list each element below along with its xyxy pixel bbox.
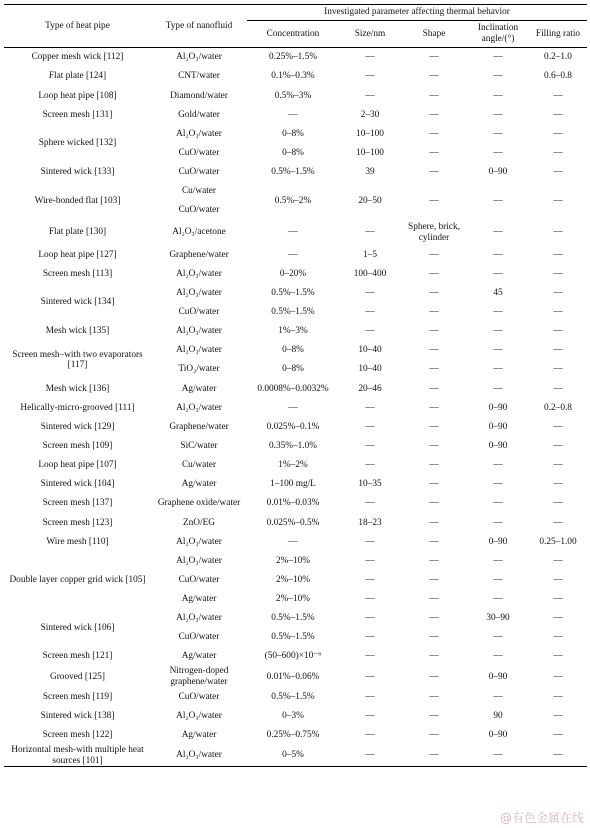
cell-size: — <box>365 574 375 585</box>
cell-shape: — <box>429 383 439 394</box>
cell-size: — <box>365 691 375 702</box>
cell-heat-pipe: Screen mesh [109] <box>42 440 113 451</box>
cell-shape: — <box>429 710 439 721</box>
cell-shape: — <box>429 594 439 605</box>
cell-heat-pipe: Screen mesh [123] <box>42 517 113 528</box>
cell-size: — <box>365 594 375 605</box>
cell-heat-pipe: Sintered wick [129] <box>40 421 115 432</box>
cell-size: — <box>365 71 375 82</box>
cell-concentration: 0.01%–0.06% <box>266 671 320 682</box>
cell-nanofluid: Graphene/water <box>169 249 229 260</box>
cell-heat-pipe: Double layer copper grid wick [105] <box>9 574 146 585</box>
cell-heat-pipe: Wire-bonded flat [103] <box>34 195 121 206</box>
cell-nanofluid: CuO/water <box>178 691 220 702</box>
cell-heat-pipe: Loop heat pipe [108] <box>38 90 117 101</box>
cell-nanofluid: CuO/water <box>178 147 220 158</box>
cell-heat-pipe: Screen mesh [113] <box>42 268 113 279</box>
cell-nanofluid: Al₂O₃/water <box>176 710 222 721</box>
table-row <box>4 494 587 513</box>
cell-nanofluid: Ag/water <box>181 730 217 741</box>
cell-size: — <box>365 730 375 741</box>
cell-nanofluid: Al₂O₃/water <box>151 745 247 767</box>
cell-inclination: 0–90 <box>488 440 508 451</box>
cell-concentration: 0.025%–0.1% <box>266 421 320 432</box>
cell-heat-pipe: Sintered wick [104] <box>40 479 115 490</box>
cell-size: 18–23 <box>358 517 382 528</box>
cell-size: — <box>365 227 375 238</box>
cell-concentration: — <box>288 227 298 238</box>
cell-shape: — <box>429 613 439 624</box>
cell-size: 1–5 <box>363 249 377 260</box>
cell-nanofluid: Ag/water <box>181 479 217 490</box>
table-row <box>4 48 587 68</box>
cell-filling: — <box>553 651 563 662</box>
cell-filling: — <box>553 421 563 432</box>
cell-heat-pipe: Flat plate [124] <box>48 71 107 82</box>
table-row <box>4 322 587 341</box>
cell-size: — <box>365 536 375 547</box>
table-row <box>4 341 587 360</box>
table-row <box>4 245 587 264</box>
cell-shape: — <box>429 147 439 158</box>
cell-inclination: 30–90 <box>486 613 510 624</box>
cell-nanofluid: CNT/water <box>178 71 220 82</box>
header-type-nanofluid: Type of nanofluid <box>151 5 247 48</box>
cell-concentration: 1–100 mg/L <box>270 479 316 490</box>
cell-size: 20–50 <box>358 195 382 206</box>
table-row <box>4 666 587 687</box>
cell-heat-pipe: Sintered wick [138] <box>40 710 115 721</box>
cell-inclination: — <box>493 147 503 158</box>
cell-shape: — <box>429 195 439 206</box>
cell-filling: — <box>553 517 563 528</box>
cell-heat-pipe: Sintered wick [106] <box>40 622 115 633</box>
cell-shape: Sphere, brick, cylinder <box>408 222 460 243</box>
cell-filling: — <box>553 326 563 337</box>
table-row <box>4 437 587 456</box>
table-row <box>4 647 587 666</box>
cell-nanofluid: Ag/water <box>181 383 217 394</box>
table-row <box>4 475 587 494</box>
cell-size: 10–100 <box>356 128 384 139</box>
cell-concentration: 2%–10% <box>275 594 311 605</box>
cell-size: — <box>339 745 401 767</box>
cell-filling: — <box>553 383 563 394</box>
cell-incl: — <box>493 195 503 206</box>
cell-nanofluid: Gold/water <box>178 109 220 120</box>
cell-concentration: 0.5%–1.5% <box>271 167 315 178</box>
cell-filling: — <box>553 613 563 624</box>
cell-shape: — <box>429 730 439 741</box>
table-row <box>4 284 587 303</box>
cell-nanofluid: SiC/water <box>180 440 218 451</box>
cell-size: — <box>365 498 375 509</box>
table-row <box>4 67 587 86</box>
cell-filling: — <box>553 594 563 605</box>
cell-filling: — <box>553 555 563 566</box>
cell-shape: — <box>429 71 439 82</box>
cell-inclination: 45 <box>493 287 503 298</box>
cell-filling: 0.6–0.8 <box>544 71 572 82</box>
cell-inclination: 0–90 <box>488 730 508 741</box>
cell-shape: — <box>429 479 439 490</box>
cell-inclination: — <box>493 574 503 585</box>
table-row <box>4 163 587 182</box>
cell-nanofluid: Cu/water <box>181 460 217 471</box>
cell-filling: — <box>553 128 563 139</box>
cell-nanofluid: ZnO/EG <box>182 517 216 528</box>
cell-inclination: — <box>493 479 503 490</box>
cell-size: 2–30 <box>360 109 380 120</box>
cell-inclination: — <box>467 745 529 767</box>
cell-inclination: — <box>493 268 503 279</box>
cell-concentration: 1%–3% <box>278 326 308 337</box>
cell-filling: — <box>553 632 563 643</box>
cell-nanofluid: CuO/water <box>178 574 220 585</box>
cell-inclination: 0–90 <box>488 402 508 413</box>
cell-nanofluid: Al₂O₃/acetone <box>172 227 226 238</box>
cell-nanofluid: Al₂O₃/water <box>176 555 222 566</box>
cell-inclination: — <box>493 383 503 394</box>
cell-inclination: 0–90 <box>488 421 508 432</box>
cell-filling: 0.2–1.0 <box>544 52 572 63</box>
cell-filling: — <box>553 671 563 682</box>
cell-inclination: — <box>493 364 503 375</box>
cell-filling: — <box>553 730 563 741</box>
cell-heat-pipe: Sintered wick [134] <box>40 297 115 308</box>
cell-shape: — <box>429 167 439 178</box>
cell-filling: — <box>529 745 587 767</box>
header-inclination: Inclination angle/(°) <box>467 21 529 48</box>
cell-inclination: — <box>493 52 503 63</box>
cell-inclination: 0–90 <box>488 167 508 178</box>
cell-size: — <box>365 440 375 451</box>
cell-size: 10–40 <box>358 364 382 375</box>
cell-nanofluid: Graphene/water <box>169 421 229 432</box>
cell-shape: — <box>429 364 439 375</box>
cell-filling: — <box>553 710 563 721</box>
cell-size: — <box>365 555 375 566</box>
header-filling: Filling ratio <box>529 21 587 48</box>
cell-concentration: 0–3% <box>282 710 304 721</box>
cell-filling: — <box>553 364 563 375</box>
cell-concentration: 0–20% <box>279 268 307 279</box>
cell-conc: 0.5%–2% <box>274 195 312 206</box>
cell-inclination: — <box>493 249 503 260</box>
cell-filling: 0.2–0.8 <box>544 402 572 413</box>
header-parameter-group: Investigated parameter affecting thermal behavior <box>247 5 587 21</box>
cell-nanofluid: Diamond/water <box>170 90 228 101</box>
cell-shape: — <box>429 52 439 63</box>
cell-size: 39 <box>365 167 375 178</box>
cell-size: — <box>365 287 375 298</box>
cell-shape: — <box>429 555 439 566</box>
table-row <box>4 532 587 551</box>
cell-size: 10–40 <box>358 345 382 356</box>
cell-filling: 0.25–1.00 <box>539 536 577 547</box>
cell-shape: — <box>429 306 439 317</box>
table-row <box>4 688 587 707</box>
cell-filling: — <box>553 574 563 585</box>
cell-concentration: 0.5%–3% <box>274 90 312 101</box>
cell-filling: — <box>553 479 563 490</box>
cell-filling: — <box>553 147 563 158</box>
table-row <box>4 552 587 571</box>
table-row <box>4 456 587 475</box>
cell-concentration: 2%–10% <box>275 574 311 585</box>
cell-size: — <box>365 421 375 432</box>
cell-shape: — <box>429 517 439 528</box>
cell-shape: — <box>429 345 439 356</box>
cell-shape: — <box>429 90 439 101</box>
table-row <box>4 726 587 745</box>
cell-filling: — <box>553 109 563 120</box>
cell-shape: — <box>429 651 439 662</box>
cell-heat-pipe: Helically-micro-grooved [111] <box>20 402 135 413</box>
cell-nanofluid: Cu/water <box>181 186 217 197</box>
cell-nanofluid: Ag/water <box>181 651 217 662</box>
cell-inclination: — <box>493 651 503 662</box>
table-row <box>4 398 587 417</box>
cell-shape: — <box>429 268 439 279</box>
cell-nanofluid: CuO/water <box>178 632 220 643</box>
cell-nanofluid: Al₂O₃/water <box>176 52 222 63</box>
cell-filling: — <box>553 287 563 298</box>
cell-nanofluid: CuO/water <box>178 167 220 178</box>
cell-nanofluid: Graphene oxide/water <box>157 498 241 509</box>
cell-heat-pipe: Screen mesh–with two evaporators [117] <box>12 349 143 371</box>
cell-shape: — <box>429 536 439 547</box>
cell-size: — <box>365 402 375 413</box>
cell-inclination: 90 <box>493 710 503 721</box>
cell-nanofluid: CuO/water <box>178 205 220 216</box>
table-row <box>4 707 587 726</box>
cell-inclination: — <box>493 498 503 509</box>
cell-concentration: 2%–10% <box>275 555 311 566</box>
cell-heat-pipe: Grooved [125] <box>50 671 105 682</box>
cell-filling: — <box>553 440 563 451</box>
cell-heat-pipe: Loop heat pipe [127] <box>38 249 117 260</box>
cell-heat-pipe: Mesh wick [136] <box>45 383 110 394</box>
cell-size: — <box>365 671 375 682</box>
nanofluid-heat-pipe-table <box>4 4 587 767</box>
table-row <box>4 220 587 245</box>
cell-filling: — <box>553 227 563 238</box>
cell-inclination: — <box>493 128 503 139</box>
cell-size: 10–100 <box>356 147 384 158</box>
cell-nanofluid: Al₂O₃/water <box>176 326 222 337</box>
cell-concentration: (50–600)×10⁻⁶ <box>264 651 322 662</box>
cell-nanofluid: Al₂O₃/water <box>176 402 222 413</box>
cell-concentration: 0.5%–1.5% <box>271 287 315 298</box>
cell-concentration: — <box>288 402 298 413</box>
cell-shape: — <box>429 421 439 432</box>
cell-concentration: 0–8% <box>282 364 304 375</box>
cell-size: 20–46 <box>358 383 382 394</box>
cell-heat-pipe: Flat plate [130] <box>48 227 107 238</box>
cell-filling: — <box>553 460 563 471</box>
cell-concentration: 0.25%–1.5% <box>268 52 318 63</box>
cell-concentration: 0–8% <box>282 345 304 356</box>
cell-nanofluid: Ag/water <box>181 594 217 605</box>
table-row <box>4 182 587 201</box>
cell-inclination: 0–90 <box>488 536 508 547</box>
cell-inclination: — <box>493 306 503 317</box>
cell-shape: — <box>429 109 439 120</box>
cell-concentration: 0–8% <box>282 128 304 139</box>
cell-inclination: — <box>493 227 503 238</box>
cell-concentration: 0.1%–0.3% <box>271 71 315 82</box>
cell-size: — <box>365 632 375 643</box>
cell-heat-pipe: Screen mesh [137] <box>42 498 113 509</box>
cell-shape: — <box>429 460 439 471</box>
watermark: @有色金属在线 <box>499 811 584 825</box>
cell-concentration: 0.25%–0.75% <box>266 730 320 741</box>
cell-nanofluid: TiO₂/water <box>178 364 220 375</box>
cell-concentration: 0.5%–1.5% <box>271 691 315 702</box>
header-type-heat-pipe: Type of heat pipe <box>4 5 151 48</box>
cell-inclination: — <box>493 109 503 120</box>
cell-size: — <box>365 326 375 337</box>
cell-heat-pipe: Wire mesh [110] <box>46 536 109 547</box>
cell-inclination: — <box>493 691 503 702</box>
cell-inclination: — <box>493 594 503 605</box>
cell-nanofluid: CuO/water <box>178 306 220 317</box>
cell-inclination: — <box>493 555 503 566</box>
cell-nanofluid: Al₂O₃/water <box>176 268 222 279</box>
cell-concentration: 1%–2% <box>278 460 308 471</box>
cell-heat-pipe: Sintered wick [133] <box>40 167 115 178</box>
cell-nanofluid: Al₂O₃/water <box>176 128 222 139</box>
cell-heat-pipe: Mesh wick [135] <box>45 326 110 337</box>
cell-inclination: — <box>493 517 503 528</box>
cell-heat-pipe: Horizontal mesh-with multiple heat sources [101] <box>4 745 151 767</box>
cell-concentration: 0–5% <box>247 745 339 767</box>
cell-heat-pipe: Copper mesh wick [112] <box>31 52 124 63</box>
cell-size: — <box>365 460 375 471</box>
cell-shape: — <box>429 128 439 139</box>
cell-inclination: — <box>493 632 503 643</box>
cell-concentration: 0.01%–0.03% <box>266 498 320 509</box>
cell-filling: — <box>553 345 563 356</box>
cell-size: — <box>365 710 375 721</box>
cell-heat-pipe: Screen mesh [119] <box>42 691 113 702</box>
cell-concentration: — <box>288 249 298 260</box>
header-size: Size/nm <box>339 21 401 48</box>
table-row <box>4 418 587 437</box>
cell-shape: — <box>429 632 439 643</box>
cell-size: 10–35 <box>358 479 382 490</box>
cell-size: — <box>365 90 375 101</box>
cell-size: 100–400 <box>353 268 387 279</box>
cell-concentration: 0.5%–1.5% <box>271 613 315 624</box>
cell-nanofluid: Al₂O₃/water <box>176 345 222 356</box>
cell-shape: — <box>429 671 439 682</box>
cell-filling: — <box>553 306 563 317</box>
cell-nanofluid: Nitrogen-doped graphene/water <box>169 666 229 687</box>
table-row <box>4 609 587 628</box>
cell-concentration: 0.5%–1.5% <box>271 632 315 643</box>
cell-size: — <box>365 613 375 624</box>
cell-filling: — <box>553 498 563 509</box>
cell-shape: — <box>429 326 439 337</box>
cell-shape: — <box>429 287 439 298</box>
cell-shape: — <box>429 440 439 451</box>
cell-inclination: — <box>493 90 503 101</box>
table-row <box>4 86 587 105</box>
table-row <box>4 745 587 767</box>
cell-filling: — <box>553 90 563 101</box>
cell-size: — <box>365 651 375 662</box>
cell-concentration: — <box>288 536 298 547</box>
cell-concentration: 0.025%–0.5% <box>266 517 320 528</box>
cell-heat-pipe: Screen mesh [122] <box>42 730 113 741</box>
cell-shape: — <box>401 745 467 767</box>
table-body <box>4 48 587 767</box>
cell-nanofluid: Al₂O₃/water <box>176 287 222 298</box>
cell-concentration: 0.5%–1.5% <box>271 306 315 317</box>
table-row <box>4 513 587 532</box>
cell-shape: — <box>429 498 439 509</box>
cell-shape: — <box>429 574 439 585</box>
cell-concentration: 0.0008%–0.0032% <box>257 383 329 394</box>
cell-inclination: — <box>493 460 503 471</box>
cell-concentration: — <box>288 109 298 120</box>
cell-shape: — <box>429 249 439 260</box>
header-shape: Shape <box>401 21 467 48</box>
cell-inclination: 0–90 <box>488 671 508 682</box>
cell-size: — <box>365 306 375 317</box>
cell-heat-pipe: Loop heat pipe [107] <box>38 460 117 471</box>
cell-filling: — <box>553 691 563 702</box>
cell-shape: — <box>429 691 439 702</box>
cell-inclination: — <box>493 326 503 337</box>
cell-filling: — <box>553 249 563 260</box>
table-row <box>4 105 587 124</box>
cell-nanofluid: Al₂O₃/water <box>176 536 222 547</box>
cell-filling: — <box>553 268 563 279</box>
table-row <box>4 264 587 283</box>
cell-heat-pipe: Screen mesh [131] <box>42 109 113 120</box>
cell-inclination: — <box>493 71 503 82</box>
cell-size: — <box>365 52 375 63</box>
cell-heat-pipe: Screen mesh [121] <box>42 651 113 662</box>
cell-concentration: 0–8% <box>282 147 304 158</box>
cell-heat-pipe: Sphere wicked [132] <box>38 138 117 149</box>
cell-nanofluid: Al₂O₃/water <box>176 613 222 624</box>
cell-filling: — <box>553 167 563 178</box>
table-row <box>4 379 587 398</box>
cell-concentration: 0.35%–1.0% <box>268 440 318 451</box>
table-row <box>4 125 587 144</box>
header-concentration: Concentration <box>247 21 339 48</box>
cell-shape: — <box>429 402 439 413</box>
cell-fill: — <box>553 195 563 206</box>
cell-inclination: — <box>493 345 503 356</box>
